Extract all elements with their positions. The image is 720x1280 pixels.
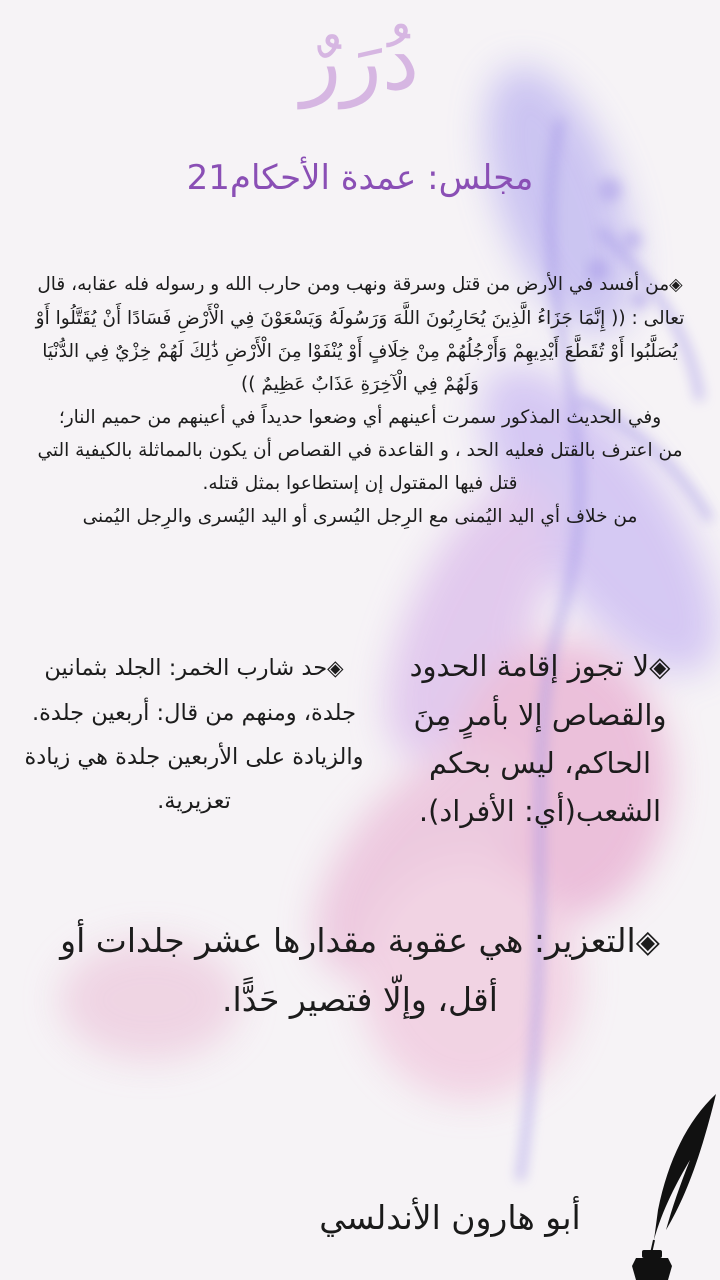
paragraph-1	[22, 268, 698, 401]
wine-penalty-box	[22, 646, 366, 823]
quill-inkwell-icon	[628, 1090, 720, 1280]
paragraph-3: من اعترف بالقتل فعليه الحد ، و القاعدة في القصاص أن يكون بالمماثلة بالكيفية التي قتل فيها المقتول إن إستطاعوا بمثل قتله.	[37, 440, 683, 494]
paragraph-4: من خلاف أي اليد اليُمنى مع الرِجل اليُسرى أو اليد اليُسرى والرِجل اليُمنى	[82, 506, 638, 527]
diamond-bullet-icon: ◈	[327, 656, 344, 681]
logo: دُرَرٌ	[300, 11, 420, 109]
paragraph-2: وفي الحديث المذكور سمرت أعينهم أي وضعوا حديداً في أعينهم من حميم النار؛	[58, 407, 662, 428]
diamond-bullet-icon: ◈	[649, 651, 671, 683]
main-text-block	[22, 268, 698, 533]
rule-box	[378, 642, 702, 835]
author-signature: أبو هارون الأندلسي	[319, 1198, 581, 1237]
diamond-bullet-icon: ◈	[669, 275, 683, 295]
rule-box-text: لا تجوز إقامة الحدود والقصاص إلا بأمرٍ مِنَ الحاكم، ليس بحكم الشعب(أي: الأفراد).	[409, 649, 667, 828]
diamond-bullet-icon: ◈	[635, 924, 660, 960]
paragraph-1-text: من أفسد في الأرض من قتل وسرقة ونهب ومن حارب الله و رسوله فله عقابه، قال تعالى : (( إِنَّمَا جَزَاءُ الَّذِينَ يُحَارِبُونَ اللَّهَ وَرَسُولَهُ وَيَسْعَوْنَ فِي الْأَرْضِ فَسَادًا أَنْ يُقَتَّلُوا أَوْ يُصَلَّبُوا أَوْ تُقَطَّعَ أَيْدِيهِمْ وَأَرْجُلُهُمْ مِنْ خِلَافٍ أَوْ يُنْفَوْا مِنَ الْأَرْضِ ذَٰلِكَ لَهُمْ خِزْيٌ فِي الدُّنْيَا وَلَهُمْ فِي الْآخِرَةِ عَذَابٌ عَظِيمٌ ))	[35, 274, 685, 395]
tazir-box	[30, 912, 690, 1028]
wine-penalty-text: حد شارب الخمر: الجلد بثمانين جلدة، ومنهم من قال: أربعين جلدة. والزيادة على الأربعين جلدة هي زيادة تعزيرية.	[24, 655, 364, 814]
page-title: مجلس: عمدة الأحكام21	[186, 158, 534, 198]
tazir-text: التعزير: هي عقوبة مقدارها عشر جلدات أو أقل، وإلّا فتصير حَدًّا.	[60, 921, 636, 1019]
